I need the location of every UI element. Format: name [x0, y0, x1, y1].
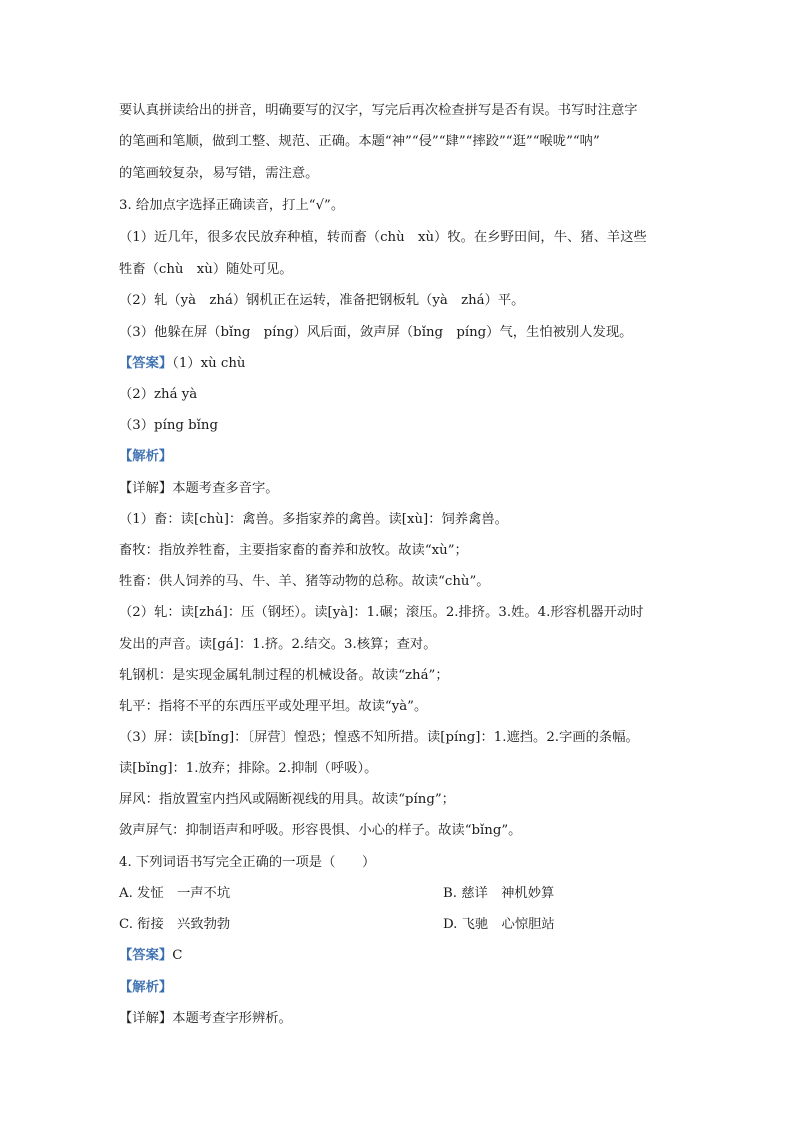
q4-stem: 4. 下列词语书写完全正确的一项是（ ） — [119, 855, 376, 870]
q3-analysis-line-11: 敛声屏气：抑制语声和呼吸。形容畏惧、小心的样子。故读“bǐng”。 — [119, 823, 522, 838]
q3-answer-2: （2）zhá yà — [119, 387, 198, 402]
q3-answer-row — [119, 356, 245, 372]
q3-analysis-line-2: 畜牧：指放养牲畜，主要指家畜的畜养和放牧。故读“xù”； — [119, 543, 468, 558]
detail-tag: 【详解】 — [119, 1011, 173, 1026]
q3-analysis-tag: 【解析】 — [119, 449, 173, 464]
q3-analysis-line-6: 轧钢机：是实现金属轧制过程的机械设备。故读“zhá”； — [119, 668, 449, 683]
intro-line-2: 的笔画和笔顺，做到工整、规范、正确。本题“神”“侵”“肆”“摔跤”“逛”“喉咙”“呐” — [119, 134, 600, 149]
q3-analysis-line-5: 发出的声音。读[gá]：1.挤。2.结交。3.核算；查对。 — [119, 637, 437, 652]
q3-analysis-line-10: 屏风：指放置室内挡风或隔断视线的用具。故读“píng”； — [119, 792, 455, 807]
q3-answer-1: （1）xù chù — [172, 356, 246, 371]
q3-detail-row — [119, 481, 279, 497]
intro-line-1: 要认真拼读给出的拼音，明确要写的汉字，写完后再次检查拼写是否有误。书写时注意字 — [119, 103, 638, 118]
q4-option-a: A. 发怔 一声不坑 — [119, 886, 231, 901]
q4-answer: C — [172, 948, 183, 963]
q3-item-3: （3）他躲在屏（bǐng píng）风后面，敛声屏（bǐng píng）气，生怕被别人发现。 — [119, 325, 633, 340]
q3-analysis-line-3: 牲畜：供人饲养的马、牛、羊、猪等动物的总称。故读“chù”。 — [119, 574, 490, 589]
q3-analysis-line-8: （3）屏：读[bǐng]：〔屏营〕惶恐；惶惑不知所措。读[píng]：1.遮挡。2.字画的条幅。 — [119, 730, 639, 745]
q3-stem: 3. 给加点字选择正确读音，打上“√”。 — [119, 198, 345, 213]
q4-detail-row — [119, 1011, 292, 1027]
q4-option-c: C. 衔接 兴致勃勃 — [119, 917, 231, 932]
q3-analysis-line-9: 读[bǐng]：1.放弃；排除。2.抑制（呼吸）。 — [119, 761, 378, 776]
q3-answer-3: （3）píng bǐng — [119, 418, 218, 433]
intro-line-3: 的笔画较复杂，易写错，需注意。 — [119, 166, 319, 181]
q3-item-1b: 牲畜（chù xù）随处可见。 — [119, 262, 293, 277]
q3-item-1a: （1）近几年，很多农民放弃种植，转而畜（chù xù）牧。在乡野田间，牛、猪、羊这些 — [119, 230, 647, 245]
q3-analysis-line-7: 轧平：指将不平的东西压平或处理平坦。故读“yà”。 — [119, 699, 428, 714]
q4-option-d: D. 飞驰 心惊胆站 — [443, 917, 555, 932]
q4-analysis-tag: 【解析】 — [119, 980, 173, 995]
q4-option-b: B. 慈详 神机妙算 — [443, 886, 555, 901]
answer-tag: 【答案】 — [119, 948, 173, 963]
q3-detail-text: 本题考查多音字。 — [172, 481, 279, 496]
q3-analysis-line-4: （2）轧：读[zhá]：压（钢坯）。读[yà]：1.碾；滚压。2.排挤。3.姓。4.形容机器开动时 — [119, 605, 644, 620]
answer-tag: 【答案】 — [119, 356, 173, 371]
detail-tag: 【详解】 — [119, 481, 173, 496]
q3-item-2: （2）轧（yà zhá）钢机正在运转，准备把钢板轧（yà zhá）平。 — [119, 293, 525, 308]
q4-answer-row — [119, 948, 182, 964]
q4-detail-text: 本题考查字形辨析。 — [172, 1011, 292, 1026]
q3-analysis-line-1: （1）畜：读[chù]：禽兽。多指家养的禽兽。读[xù]：饲养禽兽。 — [119, 512, 508, 527]
